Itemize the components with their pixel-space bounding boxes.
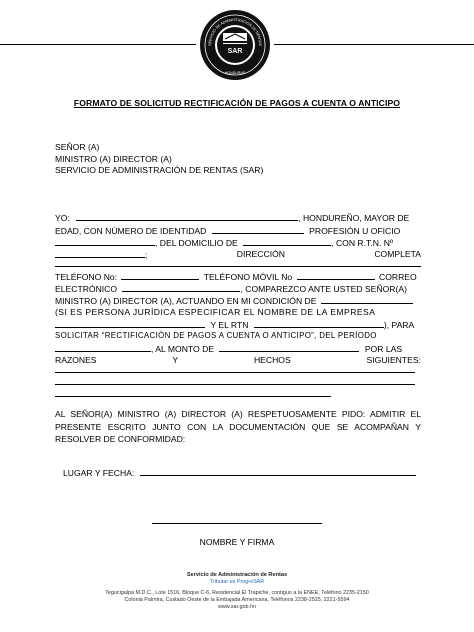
footer-web: www.sar.gob.hn [217, 604, 257, 610]
addressee-line-1: SEÑOR (A) [55, 142, 100, 152]
label-para: ), PARA [383, 320, 415, 330]
form-line-condition [55, 295, 421, 306]
label-completa: COMPLETA [374, 249, 421, 259]
field-reasons-line-3[interactable] [55, 396, 331, 397]
field-name[interactable] [76, 212, 298, 221]
petition-paragraph: AL SEÑOR(A) MINISTRO (A) DIRECTOR (A) RESPETUOSAMENTE PIDO: ADMITIR EL PRESENTE ESCRITO JUNTO CON LA DOCUMENTACIÓN QUE SE ACOMPAÑAN Y RESOLVER DE CONFORMIDAD: [55, 409, 421, 445]
field-amount[interactable] [219, 343, 359, 352]
addressee-block [55, 142, 263, 177]
addressee-line-2: MINISTRO (A) DIRECTOR (A) [55, 153, 172, 164]
form-line-company [55, 307, 421, 317]
field-place-date[interactable] [140, 467, 416, 476]
footer-org: Servicio de Administración de Rentas [186, 572, 288, 578]
form-line-phone [55, 271, 421, 282]
label-movil: TELÉFONO MÓVIL No [203, 272, 293, 282]
label-y: Y [172, 355, 179, 365]
field-identity-number[interactable] [212, 225, 304, 234]
field-reasons-line-2[interactable] [55, 384, 415, 385]
label-lugar-fecha: LUGAR Y FECHA: [63, 468, 135, 478]
field-domicile[interactable] [243, 237, 331, 246]
label-telefono: TELÉFONO No: [55, 272, 118, 282]
label-hechos: HECHOS [253, 355, 291, 365]
label-monto: , AL MONTO DE [151, 344, 215, 354]
field-condition[interactable] [321, 295, 413, 304]
sar-seal-logo [199, 9, 271, 81]
label-hondureno: , HONDUREÑO, MAYOR DE [298, 213, 410, 223]
label-electronico: ELECTRÓNICO [55, 284, 118, 294]
field-rtn[interactable] [55, 249, 148, 260]
field-mobile[interactable] [297, 271, 375, 280]
label-solicitar: SOLICITAR “RECTIFICACIÓN DE PAGOS A CUENTA O ANTICIPO”, DEL PERÍODO [55, 331, 377, 340]
label-identidad: EDAD, CON NÚMERO DE IDENTIDAD [55, 226, 207, 236]
footer-slogan: Tributar es ProgreSAR [209, 579, 265, 585]
form-line-identity [55, 225, 421, 236]
form-line-company-rtn [55, 319, 421, 330]
footer-address-1: Tegucigalpa M.D.C., Lote 1516, Bloque C-6, Residencial El Trapiche, contiguo a la ENEE, Teléfono 2235-2150 [105, 590, 369, 596]
label-y-rtn: Y EL RTN [210, 320, 249, 330]
label-persona-juridica: (SI ES PERSONA JURÍDICA ESPECIFICAR EL NOMBRE DE LA EMPRESA [55, 307, 376, 317]
field-period[interactable] [55, 343, 151, 352]
label-direccion: DIRECCIÓN [236, 249, 285, 259]
form-line-address [55, 249, 421, 260]
label-yo: YO: [55, 213, 70, 223]
signature-line[interactable] [152, 523, 322, 524]
label-semicolon: ; [145, 250, 148, 260]
form-line-email [55, 283, 421, 294]
label-rtn: , CON R.T.N. Nº [331, 238, 394, 248]
seal-text-bottom: HONDURAS [224, 71, 246, 75]
form-line-name [55, 212, 421, 223]
header-rule-left [0, 44, 196, 45]
form-line-domicile [55, 237, 421, 248]
label-razones: RAZONES [55, 355, 97, 365]
field-company-rtn[interactable] [254, 319, 384, 328]
label-profesion: PROFESIÓN U OFICIO [309, 226, 401, 236]
form-line-reasons [55, 355, 421, 365]
footer-address-2: Colonia Palmira, Costado Oeste de la Embajada Americana, Teléfonos 2238-2525, 2221-5594 [124, 597, 350, 603]
form-line-amount [55, 343, 421, 354]
addressee-line-3: SERVICIO DE ADMINISTRACIÓN DE RENTAS (SAR) [55, 165, 264, 175]
label-ministro-condicion: MINISTRO (A) DIRECTOR (A), ACTUANDO EN MI CONDICIÓN DE [55, 296, 317, 306]
form-line-request [55, 331, 421, 340]
label-comparezco: , COMPAREZCO ANTE USTED SEÑOR(A) [240, 284, 407, 294]
place-date-line [63, 467, 416, 478]
field-company-name[interactable] [55, 319, 205, 328]
field-reasons-line-1[interactable] [55, 372, 415, 373]
field-profession[interactable] [55, 237, 155, 246]
header-rule-right [274, 44, 474, 45]
field-address-line[interactable] [55, 266, 421, 267]
label-domicilio: , DEL DOMICILIO DE [155, 238, 238, 248]
label-por-las: POR LAS [364, 344, 403, 354]
signature-label: NOMBRE Y FIRMA [199, 537, 275, 547]
label-correo: CORREO [379, 272, 417, 282]
seal-monogram: SAR [227, 48, 243, 55]
document-title: FORMATO DE SOLICITUD RECTIFICACIÓN DE PAGOS A CUENTA O ANTICIPO [73, 98, 401, 108]
field-phone[interactable] [121, 271, 199, 280]
field-email[interactable] [122, 283, 240, 292]
label-siguientes: SIGUIENTES: [366, 355, 421, 365]
seal-text-top: SERVICIO DE ADMINISTRACIÓN DE RENTAS [207, 17, 263, 46]
